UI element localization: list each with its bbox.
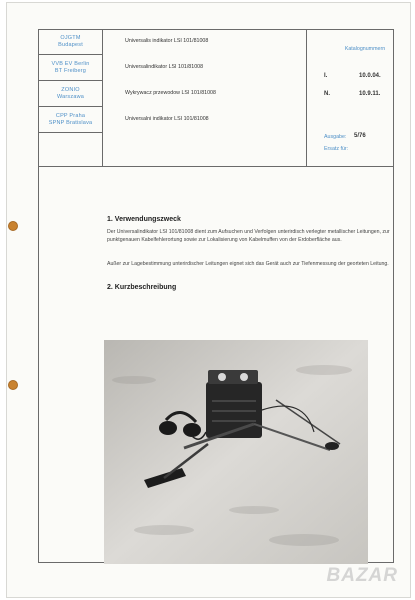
watermark: BAZAR (326, 565, 398, 586)
title-polish: Wykrywacz przewodow LSI 101/81008 (125, 90, 216, 96)
catalog-heading: Katalognummern (344, 46, 386, 52)
header-divider-right (306, 30, 307, 166)
product-photo (104, 340, 368, 564)
pub-rule-4 (39, 132, 102, 133)
title-hungarian: Universalis indikator LSI 101/81008 (125, 38, 209, 44)
header-divider-left (102, 30, 103, 166)
pub-rule-3 (39, 106, 102, 107)
catalog-i-value: 10.0.04. (359, 73, 381, 79)
publisher-czechoslovakia: CPP Praha SPNP Bratislava (48, 113, 93, 126)
pub-rule-1 (39, 54, 102, 55)
catalog-i-label: I. (324, 73, 328, 79)
document-page (6, 2, 411, 598)
ausgabe-value: 5/76 (354, 133, 366, 139)
title-german: Universalindikator LSI 101/81008 (125, 64, 204, 70)
publisher-poland: ZONIO Warszawa (56, 87, 85, 100)
header-bottom-rule (39, 166, 393, 167)
section-1-paragraph-1: Der Universalindikator LSI 101/81008 dient zum Aufsuchen und Verfolgen unterirdisch verlegter metallischer Leitungen, zur punktgenauen Kabelfehlerortung sowie zur Lokalisierung von Kabelmuffen von der Erdoberfläche aus. (107, 229, 390, 243)
catalog-n-label: N. (324, 91, 330, 97)
catalog-n-value: 10.9.11. (359, 91, 381, 97)
ersatz-label: Ersatz für: (324, 146, 349, 152)
title-czech: Universalni indikator LSI 101/81008 (125, 116, 209, 122)
punch-hole-bottom (8, 380, 18, 390)
punch-hole-top (8, 221, 18, 231)
section-1-paragraph-2: Außer zur Lagebestimmung unterirdischer Leitungen eignet sich das Gerät auch zur Tiefenmessung der georteten Leitung. (107, 261, 389, 267)
ausgabe-label: Ausgabe: (324, 134, 347, 140)
section-2-heading: 2. Kurzbeschreibung (107, 284, 177, 291)
publisher-gdr: VVB EV Berlin BT Freiberg (51, 61, 90, 74)
page-frame (38, 29, 394, 563)
instrument-box (206, 370, 262, 438)
publisher-hungary: OJGTM Budapest (58, 35, 83, 48)
pub-rule-2 (39, 80, 102, 81)
section-1-heading: 1. Verwendungszweck (107, 216, 181, 223)
